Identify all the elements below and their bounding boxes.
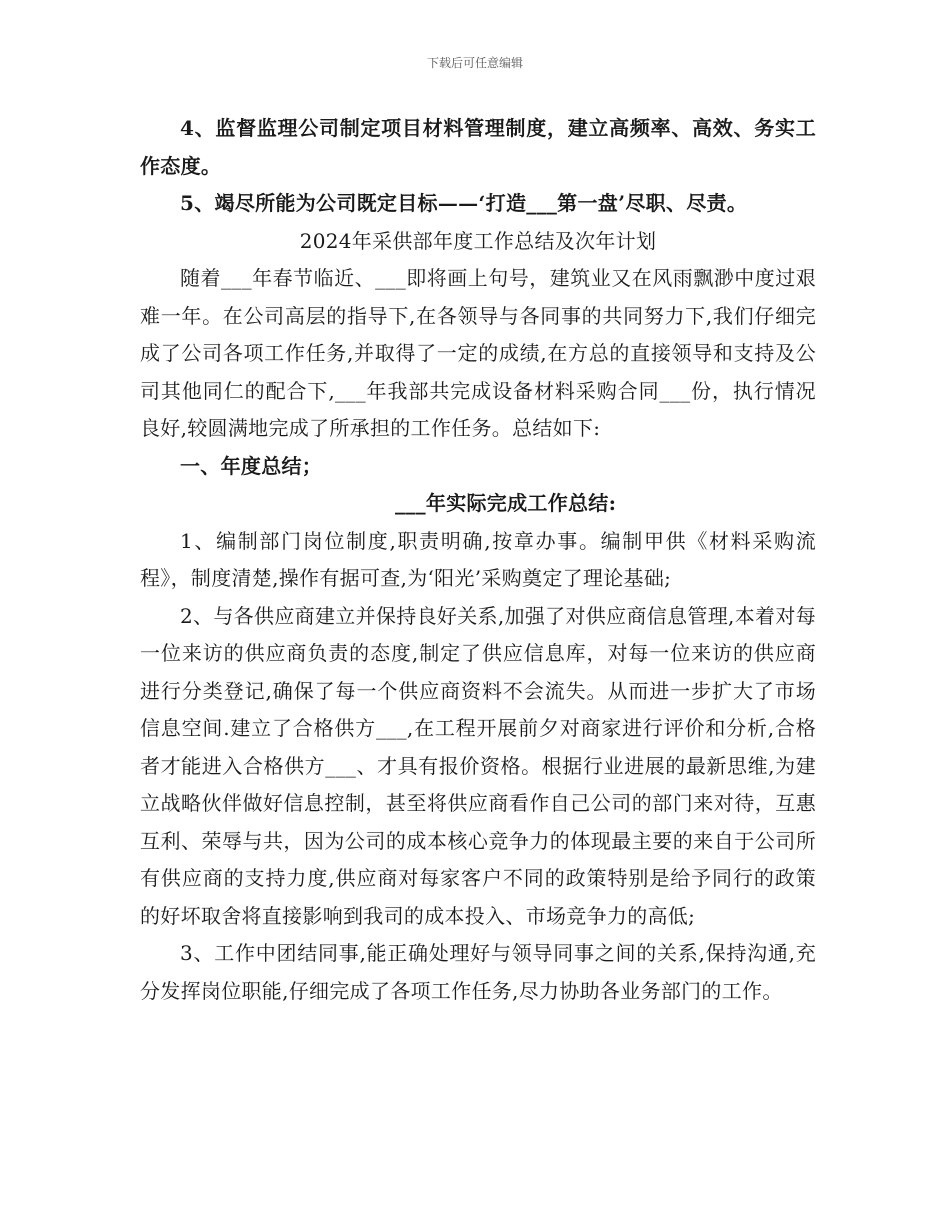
paragraph-item-5: 5、竭尽所能为公司既定目标——‘打造___第一盘’尽职、尽责。 bbox=[180, 191, 748, 215]
page-header-note: 下载后可任意编辑 bbox=[426, 56, 523, 70]
document-body bbox=[140, 110, 816, 1010]
subsection-heading: ___年实际完成工作总结: bbox=[395, 491, 617, 515]
summary-item-2: 2、与各供应商建立并保持良好关系,加强了对供应商信息管理,本着对每一位来访的供应商负责的态度,制定了供应信息库，对每一位来访的供应商进行分类登记,确保了每一个供应商资料不会流失。从而进一步扩大了市场信息空间.建立了合格供方___,在工程开展前夕对商家进行评价和分析,合格者才能进入合格供方___、才具有报价资格。根据行业进展的最新思维,为建立战略伙伴做好信息控制，甚至将供应商看作自己公司的部门来对待，互惠互利、荣辱与共，因为公司的成本核心竞争力的体现最主要的来自于公司所有供应商的支持力度,供应商对每家客户不同的政策特别是给予同行的政策的好坏取舍将直接影响到我司的成本投入、市场竞争力的高低; bbox=[140, 603, 816, 928]
intro-paragraph: 随着___年春节临近、___即将画上句号，建筑业又在风雨飘渺中度过艰难一年。在公司高层的指导下,在各领导与各同事的共同努力下,我们仔细完成了公司各项工作任务,并取得了一定的成绩,在方总的直接领导和支持及公司其他同仁的配合下,___年我部共完成设备材料采购合同___份，执行情况良好,较圆满地完成了所承担的工作任务。总结如下: bbox=[140, 266, 816, 440]
summary-item-1: 1、编制部门岗位制度,职责明确,按章办事。编制甲供《材料采购流程》，制度清楚,操作有据可查,为‘阳光’采购奠定了理论基础; bbox=[140, 528, 816, 590]
section-heading: 一、年度总结； bbox=[180, 453, 323, 478]
summary-item-3: 3、工作中团结同事,能正确处理好与领导同事之间的关系,保持沟通,充分发挥岗位职能,仔细完成了各项工作任务,尽力协助各业务部门的工作。 bbox=[140, 941, 816, 1003]
document-title: 2024年采供部年度工作总结及次年计划 bbox=[299, 228, 657, 253]
paragraph-item-4: 4、监督监理公司制定项目材料管理制度，建立高频率、高效、务实工作态度。 bbox=[140, 116, 816, 178]
